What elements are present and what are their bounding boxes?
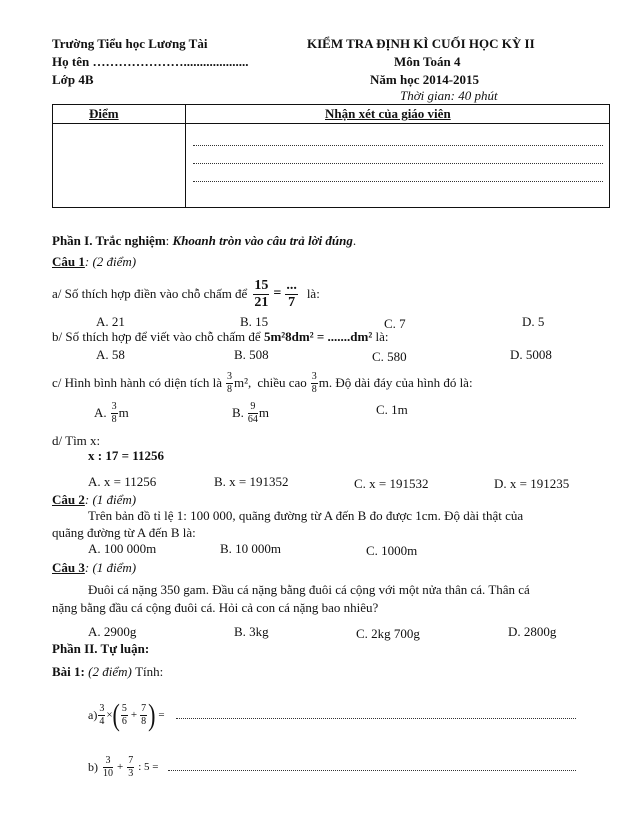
q2-points: : (1 điểm) <box>84 492 137 507</box>
bai1a-label: a) <box>88 707 98 722</box>
q2-heading <box>52 492 136 508</box>
q1a-option-c[interactable]: C. 7 <box>384 316 406 331</box>
q2-option-b[interactable]: B. 10 000m <box>220 541 282 556</box>
part1-subtitle: Trắc nghiệm <box>95 233 166 248</box>
q1c-option-b-fraction <box>248 402 258 425</box>
q3-points: : (1 điểm) <box>84 560 137 575</box>
q1a-fraction-2-num: ... <box>286 277 297 293</box>
q1b-option-c[interactable]: C. 580 <box>372 349 407 364</box>
q2-text-line2: quãng đường từ A đến B là: <box>52 525 196 540</box>
q1b-prompt-post: là: <box>375 329 389 344</box>
grade-table <box>52 104 610 208</box>
comment-line-2 <box>193 163 603 164</box>
q3-text-line1: Đuôi cá nặng 350 gam. Đầu cá nặng bằng đuôi cá cộng với một nửa thân cá. Thân cá <box>88 582 530 597</box>
bai1a-frac-1 <box>98 704 105 727</box>
student-name-field: Họ tên ………………….................... <box>52 54 249 69</box>
bai1a-frac-3 <box>140 704 147 727</box>
part1-title-sep: . <box>89 233 96 248</box>
teacher-comment-header: Nhận xét của giáo viên <box>325 106 451 121</box>
grade-table-divider <box>185 105 186 207</box>
bai1a-frac-3-num: 7 <box>141 702 147 714</box>
bai1a-equals: = <box>158 709 165 721</box>
q1c-option-a-num: 3 <box>111 400 117 412</box>
q1c-option-b-den: 64 <box>247 413 258 425</box>
q1-points: : (2 điểm) <box>84 254 137 269</box>
score-header: Điểm <box>89 106 119 121</box>
part1-title: Phần I <box>52 233 90 248</box>
q1b-option-a[interactable]: A. 58 <box>96 347 125 362</box>
q1b-option-d[interactable]: D. 5008 <box>510 347 552 362</box>
q1c-option-a-label: A. <box>94 405 107 420</box>
bai1a-frac-1-den: 4 <box>99 715 105 727</box>
q1d-option-d[interactable]: D. x = 191235 <box>494 476 570 491</box>
q1b-prompt-pre: b/ Số thích hợp để viết vào chỗ chấm để <box>52 329 261 344</box>
bai1a-plus: + <box>130 709 138 721</box>
bai1a-frac-3-den: 8 <box>141 715 147 727</box>
q1c-option-b-unit: m <box>258 405 270 420</box>
exam-time: Thời gian: 40 phút <box>400 88 498 103</box>
bai1b-frac-1 <box>103 756 113 779</box>
q1-heading <box>52 254 136 270</box>
bai1b-frac-1-den: 10 <box>103 767 113 779</box>
q1c-area-fraction <box>226 372 233 395</box>
q1a-option-b[interactable]: B. 15 <box>240 314 269 329</box>
q1d-expression: x : 17 = 11256 <box>88 448 165 463</box>
q1c-prompt <box>52 368 473 398</box>
bai1a-frac-2-den: 6 <box>121 715 127 727</box>
q1a-fraction-2 <box>285 279 298 310</box>
q1c-option-a-fraction <box>111 402 118 425</box>
q1a-prompt-post: là: <box>306 286 320 301</box>
school-name: Trường Tiểu học Lương Tài <box>52 36 208 51</box>
q1c-area-num: 3 <box>227 370 233 382</box>
q1c-option-c[interactable]: C. 1m <box>376 402 408 417</box>
bai1-points: (2 điểm) <box>84 664 136 679</box>
q2-text-line1: Trên bản đồ tỉ lệ 1: 100 000, quãng đường từ A đến B đo được 1cm. Độ dài thật của <box>88 508 524 523</box>
bai1-task: Tính: <box>135 664 164 679</box>
q3-heading <box>52 560 136 576</box>
q1c-prompt-1: c/ Hình bình hành có diện tích là <box>52 375 223 390</box>
q1a-fraction-1-den: 21 <box>254 294 269 310</box>
q1c-prompt-3: m. Độ dài đáy của hình đó là: <box>318 375 473 390</box>
q1a-option-a[interactable]: A. 21 <box>96 314 125 329</box>
q1c-area-den: 8 <box>227 383 233 395</box>
q1c-prompt-2: chiều cao <box>257 375 307 390</box>
subject-label: Môn Toán 4 <box>394 54 461 69</box>
bai1b-answer-line[interactable] <box>168 770 576 771</box>
comment-line-3 <box>193 181 603 182</box>
bai1b-label: b) <box>88 759 98 774</box>
q2-option-a[interactable]: A. 100 000m <box>88 541 157 556</box>
q1c-option-b-label: B. <box>232 405 244 420</box>
exam-title: KIỂM TRA ĐỊNH KÌ CUỐI HỌC KỲ II <box>307 36 535 51</box>
q1a-fraction-1 <box>253 279 269 310</box>
bai1b-frac-2-num: 7 <box>128 754 134 766</box>
q3-text-line2: nặng bằng đầu cá cộng đuôi cá. Hỏi cả con cá nặng bao nhiêu? <box>52 600 379 615</box>
q1b-expression: 5m²8dm² = .......dm² <box>263 329 373 344</box>
q2-label: Câu 2 <box>52 492 85 507</box>
bai1a-times: × <box>106 709 113 721</box>
bai1a-frac-1-num: 3 <box>99 702 105 714</box>
q1a-fraction-2-den: 7 <box>288 294 296 310</box>
school-year: Năm học 2014-2015 <box>370 72 480 87</box>
q3-option-b[interactable]: B. 3kg <box>234 624 269 639</box>
bai1b-frac-2-den: 3 <box>128 767 134 779</box>
q1a-fraction-1-num: 15 <box>254 277 269 293</box>
q1a-equals: = <box>273 286 282 301</box>
q1-label: Câu 1 <box>52 254 85 269</box>
q1c-area-unit: m², <box>234 375 252 390</box>
q1c-height-num: 3 <box>311 370 317 382</box>
q1d-prompt: d/ Tìm x: <box>52 433 101 448</box>
q1c-height-fraction <box>311 372 318 395</box>
bai1a-answer-line[interactable] <box>176 718 576 719</box>
q1a-prompt <box>52 276 320 312</box>
bai1b-plus: + <box>117 761 124 773</box>
bai1b-frac-2 <box>127 756 134 779</box>
q2-option-c[interactable]: C. 1000m <box>366 543 418 558</box>
comment-line-1 <box>193 145 603 146</box>
bai1a-frac-2-num: 5 <box>121 702 127 714</box>
q1a-prompt-pre: a/ Số thích hợp điền vào chỗ chấm để <box>52 286 248 301</box>
q1b-option-b[interactable]: B. 508 <box>234 347 269 362</box>
q1c-option-a-unit: m <box>118 405 129 420</box>
q1d-option-a[interactable]: A. x = 11256 <box>88 474 157 489</box>
part1-end: . <box>352 233 357 248</box>
q1d-option-c[interactable]: C. x = 191532 <box>354 476 429 491</box>
bai1-label: Bài 1: <box>52 664 85 679</box>
bai1-heading <box>52 664 163 680</box>
q3-option-d[interactable]: D. 2800g <box>508 624 557 639</box>
q1c-option-a-den: 8 <box>111 413 117 425</box>
part1-colon: : <box>165 233 173 248</box>
part1-instruction: Khoanh tròn vào câu trả lời đúng <box>172 233 353 248</box>
bai1b-expression <box>88 750 158 784</box>
q1c-option-b-num: 9 <box>248 402 258 414</box>
bai1b-divide: : 5 = <box>138 761 159 773</box>
q1a-option-d[interactable]: D. 5 <box>522 314 545 329</box>
q3-label: Câu 3 <box>52 560 85 575</box>
part1-heading <box>52 233 356 249</box>
q1c-option-b[interactable] <box>232 398 269 428</box>
bai1a-frac-2 <box>121 704 128 727</box>
class-label: Lớp 4B <box>52 72 94 87</box>
bai1b-frac-1-num: 3 <box>103 756 113 768</box>
bai1a-lparen: ( <box>112 696 120 732</box>
q1d-option-b[interactable]: B. x = 191352 <box>214 474 289 489</box>
q1c-height-den: 8 <box>311 383 317 395</box>
q1b-prompt <box>52 329 389 345</box>
q1c-option-a[interactable] <box>94 398 129 428</box>
q3-option-c[interactable]: C. 2kg 700g <box>356 626 420 641</box>
bai1a-rparen: ) <box>148 696 156 732</box>
bai1a-expression <box>88 698 165 732</box>
part2-title: Phần II. Tự luận: <box>52 641 150 656</box>
q3-option-a[interactable]: A. 2900g <box>88 624 137 639</box>
